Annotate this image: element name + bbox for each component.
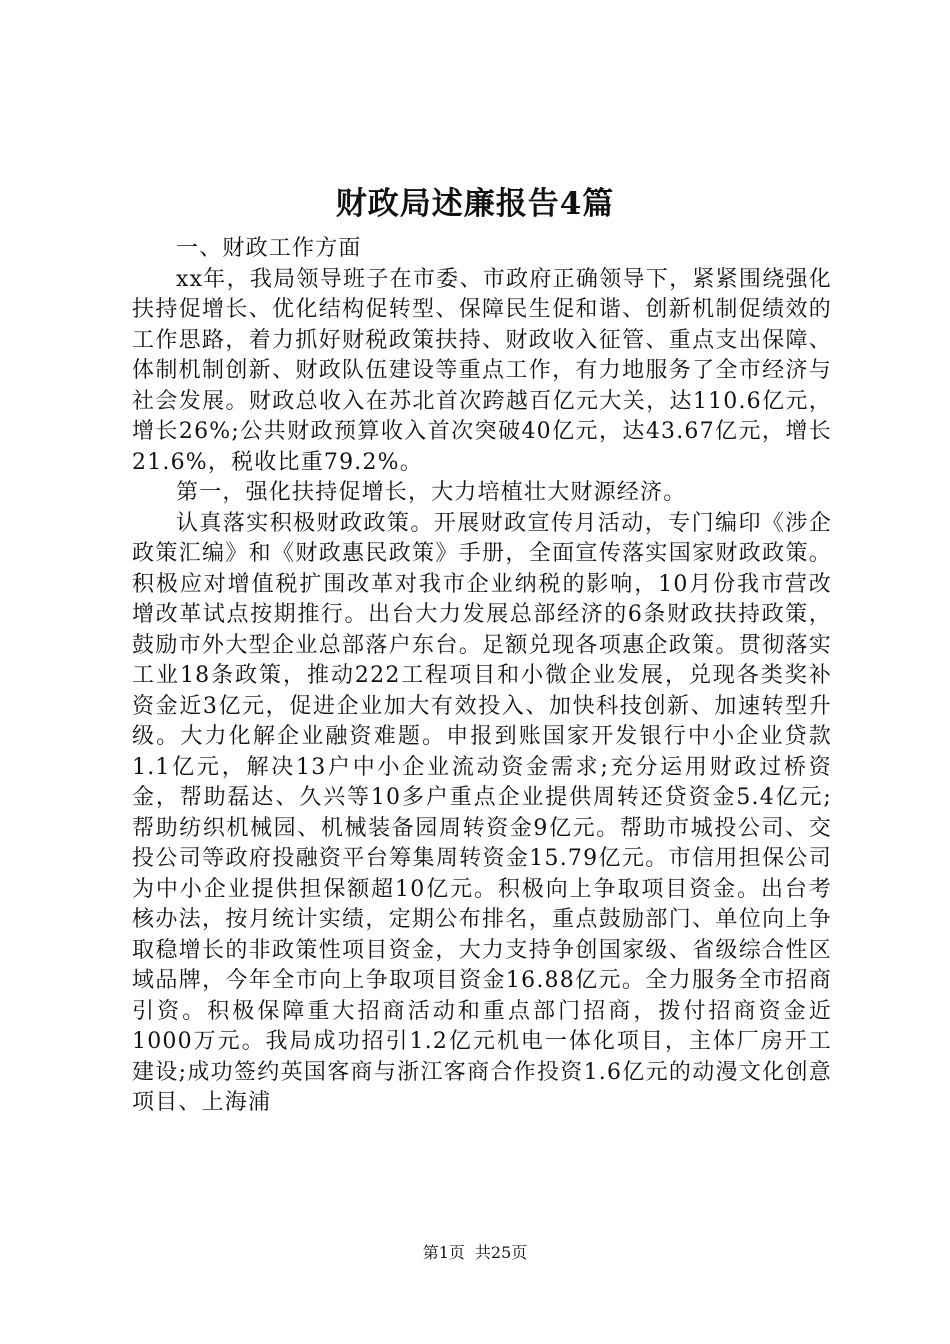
page-footer [0, 1242, 950, 1264]
document-title: 财政局述廉报告4篇 [335, 186, 615, 222]
body-paragraph: 认真落实积极财政政策。开展财政宣传月活动，专门编印《涉企政策汇编》和《财政惠民政策》手册，全面宣传落实国家财政政策。积极应对增值税扩围改革对我市企业纳税的影响，10月份我市营改增改革试点按期推行。出台大力发展总部经济的6条财政扶持政策，鼓励市外大型企业总部落户东台。足额兑现各项惠企政策。贯彻落实工业18条政策，推动222工程项目和小微企业发展，兑现各类奖补资金近3亿元，促进企业加大有效投入、加快科技创新、加速转型升级。大力化解企业融资难题。申报到账国家开发银行中小企业贷款1.1亿元，解决13户中小企业流动资金需求;充分运用财政过桥资金，帮助磊达、久兴等10多户重点企业提供周转还贷资金5.4亿元;帮助纺织机械园、机械装备园周转资金9亿元。帮助市城投公司、交投公司等政府投融资平台筹集周转资金15.79亿元。市信用担保公司为中小企业提供担保额超10亿元。积极向上争取项目资金。出台考核办法，按月统计实绩，定期公布排名，重点鼓励部门、单位向上争取稳增长的非政策性项目资金，大力支持争创国家级、省级综合性区域品牌，今年全市向上争取项目资金16.88亿元。全力服务全市招商引资。积极保障重大招商活动和重点部门招商，拨付招商资金近1000万元。我局成功招引1.2亿元机电一体化项目，主体厂房开工建设;成功签约英国客商与浙江客商合作投资1.6亿元的动漫文化创意项目、上海浦 [132, 510, 832, 1115]
subsection-heading: 第一，强化扶持促增长，大力培植壮大财源经济。 [176, 480, 687, 505]
body-paragraph: xx年，我局领导班子在市委、市政府正确领导下，紧紧围绕强化扶持促增长、优化结构促转型、保障民生促和谐、创新机制促绩效的工作思路，着力抓好财税政策扶持、财政收入征管、重点支出保障、体制机制创新、财政队伍建设等重点工作，有力地服务了全市经济与社会发展。财政总收入在苏北首次跨越百亿元大关，达110.6亿元，增长26%;公共财政预算收入首次突破40亿元，达43.67亿元，增长21.6%，税收比重79.2%。 [132, 266, 832, 475]
section-heading: 一、财政工作方面 [176, 236, 362, 261]
page-total: 共25页 [474, 1243, 528, 1262]
page-number: 第1页 [422, 1243, 465, 1262]
document-body [132, 234, 832, 1119]
